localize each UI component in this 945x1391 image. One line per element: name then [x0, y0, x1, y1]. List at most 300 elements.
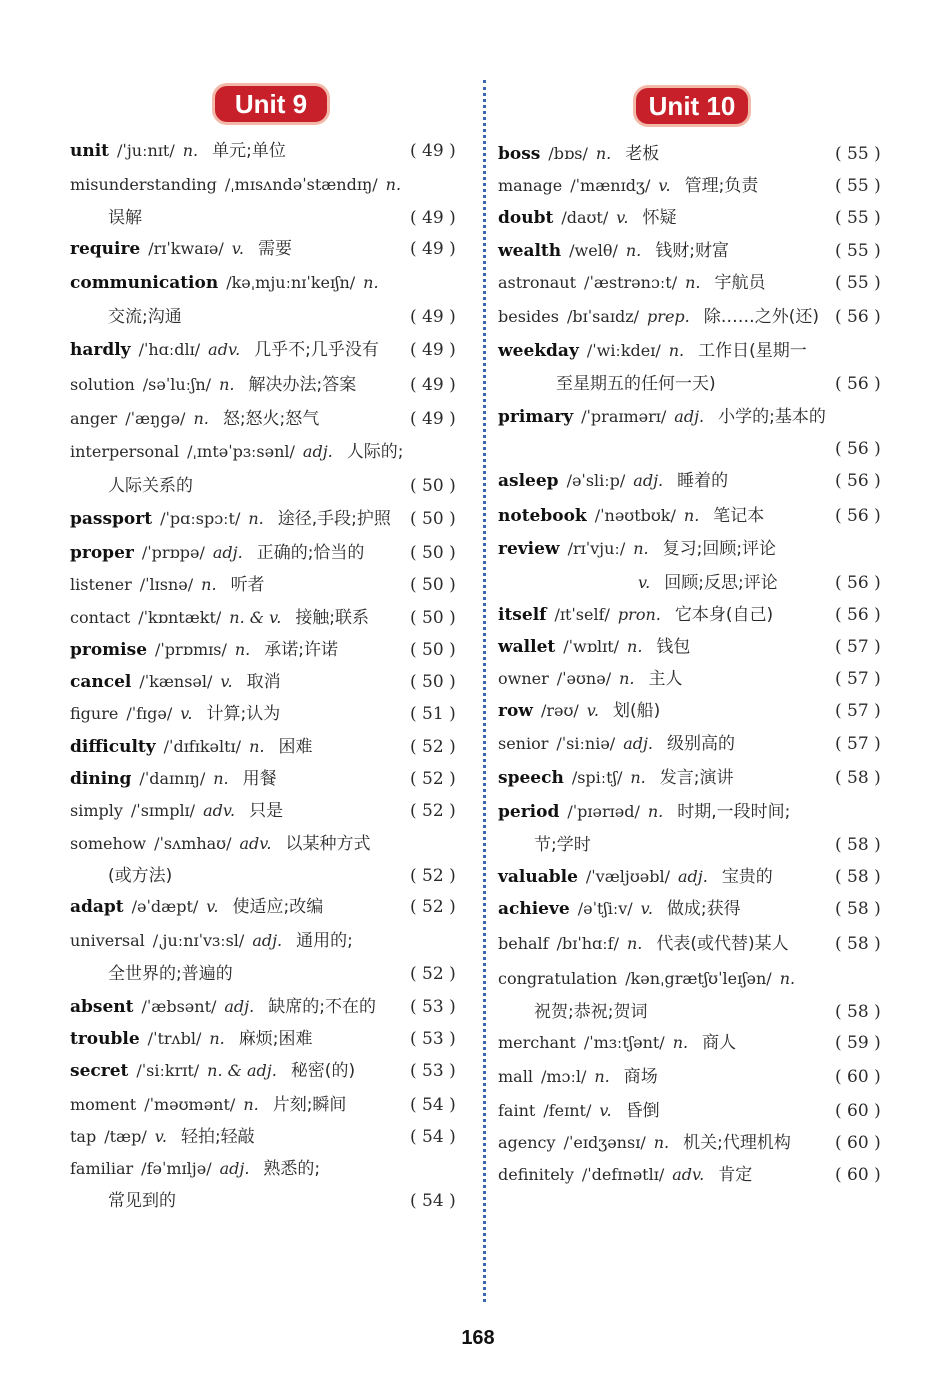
vocab-meaning: 发言;演讲 — [659, 768, 734, 788]
vocab-meaning-continued: 节;学时 — [534, 835, 591, 855]
vocab-part-of-speech: n. — [619, 669, 635, 688]
vocab-meaning: 管理;负责 — [684, 176, 759, 196]
vocab-word: somehow — [70, 834, 147, 853]
vocab-part-of-speech: n. — [193, 409, 209, 428]
vocab-page-ref: ( 51 ) — [410, 704, 456, 724]
vocab-entry — [498, 767, 733, 789]
vocab-page-ref: ( 57 ) — [835, 734, 881, 754]
vocab-word: absent — [70, 997, 134, 1017]
vocab-entry — [498, 1132, 791, 1154]
vocab-meaning: 怒;怒火;怒气 — [222, 409, 320, 429]
vocab-entry — [498, 898, 741, 920]
vocab-meaning: 钱财;财富 — [655, 241, 729, 261]
vocab-meaning: 肯定 — [718, 1165, 753, 1185]
vocab-page-ref: ( 49 ) — [410, 208, 456, 228]
vocab-page-ref: ( 56 ) — [835, 605, 881, 625]
vocab-entry — [498, 538, 776, 560]
vocab-word: besides — [498, 307, 559, 326]
vocab-page-ref: ( 55 ) — [835, 144, 881, 164]
vocab-phonetic: /ˈməʊmənt/ — [144, 1095, 236, 1114]
vocab-phonetic: /kənˌgrætʃʊˈleɪʃən/ — [625, 969, 772, 988]
vocab-phonetic: /ˈæstrənɔːt/ — [584, 273, 678, 292]
vocab-page-ref: ( 49 ) — [410, 239, 456, 259]
vocab-phonetic: /ˈsiːniə/ — [556, 734, 616, 753]
vocab-part-of-speech: n. — [779, 969, 796, 988]
vocab-entry — [498, 143, 659, 165]
vocab-page-ref: ( 53 ) — [410, 1061, 456, 1081]
vocab-entry — [498, 240, 729, 262]
vocab-phonetic: /ˈeɪdʒənsɪ/ — [563, 1133, 646, 1152]
vocab-part-of-speech: adv. — [208, 340, 241, 359]
vocab-phonetic: /fəˈmɪljə/ — [141, 1159, 212, 1178]
vocab-entry — [70, 800, 283, 822]
vocab-phonetic: /ˈtrʌbl/ — [147, 1029, 202, 1048]
vocab-page-ref: ( 55 ) — [835, 176, 881, 196]
vocab-word: figure — [70, 704, 119, 723]
vocab-page-ref: ( 50 ) — [410, 608, 456, 628]
vocab-page-ref: ( 52 ) — [410, 866, 456, 886]
vocab-page-ref: ( 60 ) — [835, 1067, 881, 1087]
vocab-part-of-speech: adv. — [203, 801, 236, 820]
vocab-part-of-speech: v. — [658, 176, 671, 195]
vocab-phonetic: /ɪtˈself/ — [554, 605, 610, 624]
vocab-page-ref: ( 56 ) — [835, 374, 881, 394]
vocab-part-of-speech: pron. — [617, 605, 661, 624]
vocab-phonetic: /kəˌmjuːnɪˈkeɪʃn/ — [226, 273, 356, 292]
vocab-meaning: 接触;联系 — [295, 608, 370, 628]
vocab-meaning: 睡着的 — [677, 471, 729, 491]
vocab-meaning: 途径,手段;护照 — [277, 509, 391, 529]
vocab-part-of-speech: n. — [627, 637, 643, 656]
vocab-word: listener — [70, 575, 132, 594]
vocab-phonetic: /ˈvæljʊəbl/ — [585, 867, 670, 886]
vocab-entry — [70, 574, 265, 596]
vocab-word: itself — [498, 605, 547, 625]
vocab-word: promise — [70, 640, 148, 660]
vocab-entry — [70, 1094, 346, 1116]
vocab-page-ref: ( 50 ) — [410, 509, 456, 529]
vocab-page-ref: ( 60 ) — [835, 1133, 881, 1153]
vocab-page-ref: ( 58 ) — [835, 934, 881, 954]
vocab-entry — [70, 703, 280, 725]
vocab-phonetic: /əˈdæpt/ — [131, 897, 199, 916]
vocab-meaning-continued: v. 回顾;反思;评论 — [638, 573, 778, 593]
vocab-word: period — [498, 802, 560, 822]
vocab-page-ref: ( 58 ) — [835, 1002, 881, 1022]
column-divider — [483, 80, 486, 1302]
vocab-entry — [498, 733, 735, 755]
vocab-phonetic: /spiːtʃ/ — [571, 768, 623, 787]
unit-9-title: Unit 9 — [215, 86, 327, 122]
vocab-word: passport — [70, 509, 153, 529]
vocab-meaning: 商人 — [702, 1033, 737, 1053]
vocab-phonetic: /əˈtʃiːv/ — [577, 899, 633, 918]
vocab-page-ref: ( 50 ) — [410, 575, 456, 595]
vocab-page-ref: ( 52 ) — [410, 964, 456, 984]
vocab-word: solution — [70, 375, 135, 394]
vocab-word: anger — [70, 409, 118, 428]
vocab-part-of-speech: adj. — [623, 734, 654, 753]
vocab-phonetic: /ˈwɒlɪt/ — [563, 637, 620, 656]
vocab-part-of-speech: adj. — [674, 407, 705, 426]
vocab-phonetic: /ˈæŋgə/ — [125, 409, 186, 428]
vocab-word: wallet — [498, 637, 556, 657]
vocab-entry — [498, 1032, 736, 1054]
vocab-part-of-speech: adj. — [677, 867, 708, 886]
vocab-phonetic: /ˈnəʊtbʊk/ — [594, 506, 676, 525]
vocab-word: tap — [70, 1127, 97, 1146]
vocab-page-ref: ( 58 ) — [835, 867, 881, 887]
vocab-word: universal — [70, 931, 145, 950]
vocab-page-ref: ( 56 ) — [835, 471, 881, 491]
vocab-meaning: 麻烦;困难 — [238, 1029, 313, 1049]
vocab-entry — [70, 833, 371, 855]
vocab-meaning: 时期,一段时间; — [677, 802, 791, 822]
vocab-meaning: 主人 — [648, 669, 683, 689]
vocab-phonetic: /ˈmænɪdʒ/ — [570, 176, 651, 195]
vocab-meaning: 宝贵的 — [721, 867, 773, 887]
vocab-entry — [498, 306, 819, 328]
vocab-meaning: 听者 — [230, 575, 265, 595]
vocab-part-of-speech: n. — [668, 341, 685, 360]
vocab-meaning: 级别高的 — [667, 734, 736, 754]
vocab-meaning: 笔记本 — [713, 506, 765, 526]
vocab-word: cancel — [70, 672, 132, 692]
vocab-phonetic: /ˌjuːnɪˈvɜːsl/ — [152, 931, 245, 950]
vocab-meaning: 代表(或代替)某人 — [656, 934, 789, 954]
vocab-page-ref: ( 49 ) — [410, 409, 456, 429]
vocab-entry — [498, 272, 766, 294]
vocab-page-ref: ( 53 ) — [410, 1029, 456, 1049]
vocab-entry — [498, 636, 690, 658]
vocab-entry — [70, 1060, 355, 1082]
vocab-meaning: 机关;代理机构 — [683, 1133, 791, 1153]
vocab-entry — [498, 968, 809, 990]
vocab-word: adapt — [70, 897, 124, 917]
vocab-part-of-speech: adj. — [633, 471, 664, 490]
vocab-entry — [70, 768, 277, 790]
vocab-part-of-speech: v. — [220, 672, 233, 691]
vocab-entry — [70, 374, 356, 396]
vocab-page-ref: ( 55 ) — [835, 208, 881, 228]
vocab-part-of-speech: v. — [638, 573, 651, 592]
vocab-entry — [70, 441, 403, 463]
vocab-entry — [70, 542, 364, 564]
vocab-part-of-speech: v. — [154, 1127, 167, 1146]
vocab-word: contact — [70, 608, 131, 627]
vocab-part-of-speech: adj. — [224, 997, 255, 1016]
vocab-phonetic: /rɪˈvjuː/ — [567, 539, 626, 558]
vocab-meaning: 使适应;改编 — [232, 897, 324, 917]
vocab-word: behalf — [498, 934, 549, 953]
vocab-part-of-speech: n. — [248, 509, 264, 528]
vocab-phonetic: /ˈsiːkrɪt/ — [136, 1061, 200, 1080]
vocab-word: primary — [498, 407, 574, 427]
vocab-phonetic: /ˈprɒmɪs/ — [155, 640, 227, 659]
vocab-phonetic: /ˈlɪsnə/ — [139, 575, 194, 594]
vocab-phonetic: /ˈæbsənt/ — [141, 997, 217, 1016]
vocab-word: agency — [498, 1133, 556, 1152]
vocab-phonetic: /ˈfɪgə/ — [126, 704, 173, 723]
vocab-entry — [498, 207, 676, 229]
vocab-entry — [498, 505, 764, 527]
vocab-meaning: 宇航员 — [714, 273, 766, 293]
vocab-word: moment — [70, 1095, 137, 1114]
vocab-part-of-speech: n. — [243, 1095, 259, 1114]
unit-10-title: Unit 10 — [636, 88, 748, 124]
vocab-page-ref: ( 58 ) — [835, 768, 881, 788]
vocab-meaning: 老板 — [625, 144, 660, 164]
vocab-phonetic: /ˈpɑːspɔːt/ — [160, 509, 241, 528]
vocab-phonetic: /səˈluːʃn/ — [142, 375, 212, 394]
vocab-entry — [70, 174, 415, 196]
vocab-part-of-speech: n. — [630, 768, 646, 787]
vocab-page-ref: ( 49 ) — [410, 307, 456, 327]
vocab-entry — [70, 1028, 312, 1050]
vocab-page-ref: ( 55 ) — [835, 241, 881, 261]
vocab-part-of-speech: v. — [231, 239, 244, 258]
vocab-page-ref: ( 59 ) — [835, 1033, 881, 1053]
vocab-page-ref: ( 60 ) — [835, 1101, 881, 1121]
vocab-part-of-speech: n. — [672, 1033, 689, 1052]
vocab-part-of-speech: n. — [653, 1133, 670, 1152]
vocab-entry — [70, 508, 391, 530]
vocab-phonetic: /daʊt/ — [561, 208, 609, 227]
vocab-meaning: 秘密(的) — [290, 1061, 356, 1081]
vocab-page-ref: ( 52 ) — [410, 801, 456, 821]
vocab-page-ref: ( 54 ) — [410, 1127, 456, 1147]
vocab-phonetic: /bɒs/ — [548, 144, 588, 163]
vocab-page-ref: ( 50 ) — [410, 640, 456, 660]
vocab-word: secret — [70, 1061, 129, 1081]
vocab-part-of-speech: n. — [647, 802, 664, 821]
vocab-phonetic: /ˈprɒpə/ — [141, 543, 205, 562]
vocab-meaning: 正确的;恰当的 — [256, 543, 365, 563]
vocab-meaning: 做成;获得 — [666, 899, 741, 919]
vocab-word: definitely — [498, 1165, 574, 1184]
vocab-entry — [70, 140, 286, 162]
vocab-meaning: 钱包 — [656, 637, 691, 657]
vocab-part-of-speech: adv. — [239, 834, 272, 853]
vocab-meaning: 需要 — [257, 239, 292, 259]
vocab-phonetic: /əˈsliːp/ — [566, 471, 626, 490]
vocab-meaning: 误解 — [108, 208, 142, 228]
vocab-word: owner — [498, 669, 549, 688]
vocab-word: doubt — [498, 208, 554, 228]
vocab-phonetic: /ˈdɪfɪkəltɪ/ — [163, 737, 242, 756]
vocab-phonetic: /ˈjuːnɪt/ — [117, 141, 175, 160]
vocab-part-of-speech: n. — [683, 506, 700, 525]
vocab-part-of-speech: n. — [234, 640, 251, 659]
vocab-page-ref: ( 54 ) — [410, 1191, 456, 1211]
vocab-page-ref: ( 56 ) — [835, 573, 881, 593]
vocab-word: misunderstanding — [70, 175, 217, 194]
vocab-entry — [70, 639, 338, 661]
vocab-entry — [70, 930, 353, 952]
vocab-entry — [70, 339, 379, 361]
vocab-phonetic: /bɪˈsaɪdz/ — [566, 307, 640, 326]
vocab-page-ref: ( 49 ) — [410, 375, 456, 395]
vocab-word: valuable — [498, 867, 578, 887]
vocab-word: familiar — [70, 1159, 134, 1178]
vocab-part-of-speech: adj. — [219, 1159, 250, 1178]
vocab-page-ref: ( 56 ) — [835, 439, 881, 459]
vocab-word: wealth — [498, 241, 562, 261]
vocab-meaning: 怀疑 — [642, 208, 677, 228]
vocab-meaning: 承诺;许诺 — [264, 640, 338, 660]
vocab-word: simply — [70, 801, 123, 820]
vocab-word: congratulation — [498, 969, 618, 988]
vocab-page-ref: ( 54 ) — [410, 1095, 456, 1115]
vocab-word: weekday — [498, 341, 579, 361]
vocab-word: proper — [70, 543, 134, 563]
vocab-entry — [498, 1100, 660, 1122]
vocab-part-of-speech: n. — [625, 241, 642, 260]
vocab-page-ref: ( 58 ) — [835, 835, 881, 855]
vocab-meaning: 取消 — [246, 672, 281, 692]
vocab-word: merchant — [498, 1033, 576, 1052]
vocab-part-of-speech: n. — [685, 273, 701, 292]
vocab-part-of-speech: n. — [363, 273, 379, 292]
vocab-meaning: 熟悉的; — [263, 1159, 321, 1179]
vocab-meaning: 轻拍;轻敲 — [180, 1127, 255, 1147]
vocab-page-ref: ( 50 ) — [410, 476, 456, 496]
page-number: 168 — [461, 1327, 495, 1349]
vocab-meaning-continued: 人际关系的 — [108, 476, 193, 496]
vocab-entry — [70, 272, 393, 294]
vocab-phonetic: /rəʊ/ — [540, 701, 579, 720]
vocab-part-of-speech: n. — [249, 737, 265, 756]
vocab-part-of-speech: n. — [595, 144, 612, 163]
vocab-part-of-speech: v. — [586, 701, 599, 720]
vocab-phonetic: /ˈsɪmplɪ/ — [130, 801, 196, 820]
vocab-part-of-speech: v. — [616, 208, 629, 227]
vocab-word: communication — [70, 273, 219, 293]
vocab-part-of-speech: n. — [219, 375, 235, 394]
vocab-word: unit — [70, 141, 110, 161]
vocab-meaning: 昏倒 — [625, 1101, 660, 1121]
vocab-meaning: 以某种方式 — [285, 834, 371, 854]
vocab-meaning: 通用的; — [296, 931, 353, 951]
vocab-word: achieve — [498, 899, 570, 919]
vocab-entry — [498, 470, 728, 492]
vocab-part-of-speech: prep. — [647, 307, 690, 326]
vocab-meaning: 几乎不;几乎没有 — [254, 340, 379, 360]
vocab-part-of-speech: n. & adj. — [207, 1061, 277, 1080]
vocab-phonetic: /ˈəʊnə/ — [556, 669, 612, 688]
vocab-word: review — [498, 539, 560, 559]
vocab-page-ref: ( 56 ) — [835, 307, 881, 327]
vocab-phonetic: /ˈdaɪnɪŋ/ — [139, 769, 206, 788]
vocab-phonetic: /ˈsʌmhaʊ/ — [154, 834, 232, 853]
vocab-page-ref: ( 58 ) — [835, 899, 881, 919]
vocab-part-of-speech: n. & v. — [229, 608, 282, 627]
vocab-phonetic: /ˌmɪsʌndəˈstændɪŋ/ — [224, 175, 378, 194]
vocab-page-ref: ( 55 ) — [835, 273, 881, 293]
vocab-meaning: 商场 — [623, 1067, 658, 1087]
vocab-entry — [70, 896, 323, 918]
vocab-page-ref: ( 60 ) — [835, 1165, 881, 1185]
vocab-part-of-speech: n. — [594, 1067, 610, 1086]
vocab-entry — [498, 1164, 752, 1186]
vocab-entry — [70, 607, 369, 629]
vocab-page-ref: ( 53 ) — [410, 997, 456, 1017]
vocab-word: boss — [498, 144, 541, 164]
vocab-part-of-speech: n. — [201, 575, 217, 594]
vocab-entry — [498, 933, 789, 955]
vocab-entry — [498, 866, 773, 888]
vocab-phonetic: /rɪˈkwaɪə/ — [148, 239, 224, 258]
vocab-entry — [70, 736, 312, 758]
vocab-phonetic: /mɔːl/ — [540, 1067, 587, 1086]
vocab-part-of-speech: n. — [385, 175, 402, 194]
vocab-entry — [70, 408, 319, 430]
vocab-meaning: 计算;认为 — [206, 704, 281, 724]
vocab-phonetic: /ˈpɪərɪəd/ — [567, 802, 640, 821]
vocab-word: notebook — [498, 506, 587, 526]
vocab-meaning: 祝贺;恭祝;贺词 — [534, 1002, 648, 1022]
vocab-page-ref: ( 57 ) — [835, 701, 881, 721]
vocab-page-ref: ( 56 ) — [835, 506, 881, 526]
vocab-part-of-speech: adv. — [672, 1165, 705, 1184]
vocab-entry — [498, 340, 807, 362]
vocab-word: manage — [498, 176, 563, 195]
vocab-phonetic: /bɪˈhɑːf/ — [556, 934, 619, 953]
vocab-entry — [498, 175, 758, 197]
vocab-entry — [498, 1066, 658, 1088]
vocab-phonetic: /welθ/ — [569, 241, 618, 260]
vocab-word: difficulty — [70, 737, 156, 757]
vocab-meaning: 工作日(星期一 — [698, 341, 807, 361]
vocab-part-of-speech: v. — [206, 897, 219, 916]
vocab-meaning: 只是 — [249, 801, 284, 821]
vocab-word: asleep — [498, 471, 559, 491]
vocab-word: trouble — [70, 1029, 140, 1049]
vocab-meaning-continued: 至星期五的任何一天) — [556, 374, 716, 394]
vocab-word: interpersonal — [70, 442, 180, 461]
vocab-meaning: 片刻;瞬间 — [272, 1095, 347, 1115]
vocab-page-ref: ( 49 ) — [410, 141, 456, 161]
vocab-entry — [70, 996, 376, 1018]
vocab-phonetic: /ˌɪntəˈpɜːsənl/ — [187, 442, 295, 461]
vocab-phonetic: /ˈwiːkdeɪ/ — [586, 341, 661, 360]
vocab-entry — [498, 604, 773, 626]
vocab-word: row — [498, 701, 533, 721]
vocab-part-of-speech: n. — [182, 141, 199, 160]
vocab-part-of-speech: n. — [209, 1029, 225, 1048]
vocab-part-of-speech: adj. — [212, 543, 243, 562]
vocab-entry — [498, 406, 826, 428]
vocab-phonetic: /ˈmɜːtʃənt/ — [583, 1033, 665, 1052]
vocab-page-ref: ( 57 ) — [835, 669, 881, 689]
vocab-phonetic: /ˈhɑːdlɪ/ — [138, 340, 201, 359]
vocab-word: speech — [498, 768, 564, 788]
vocab-entry — [498, 668, 682, 690]
vocab-word: mall — [498, 1067, 533, 1086]
vocab-meaning: 缺席的;不在的 — [268, 997, 376, 1017]
vocab-meaning: 除……之外(还) — [703, 307, 819, 327]
vocab-meaning: 用餐 — [242, 769, 277, 789]
vocab-part-of-speech: v. — [180, 704, 193, 723]
vocab-phonetic: /ˈkɒntækt/ — [138, 608, 222, 627]
vocab-part-of-speech: n. — [633, 539, 649, 558]
vocab-page-ref: ( 49 ) — [410, 340, 456, 360]
vocab-part-of-speech: v. — [599, 1101, 612, 1120]
vocab-meaning: 复习;回顾;评论 — [662, 539, 777, 559]
vocab-meaning: 交流;沟通 — [108, 307, 182, 327]
vocab-phonetic: /feɪnt/ — [543, 1101, 592, 1120]
vocab-word: astronaut — [498, 273, 577, 292]
